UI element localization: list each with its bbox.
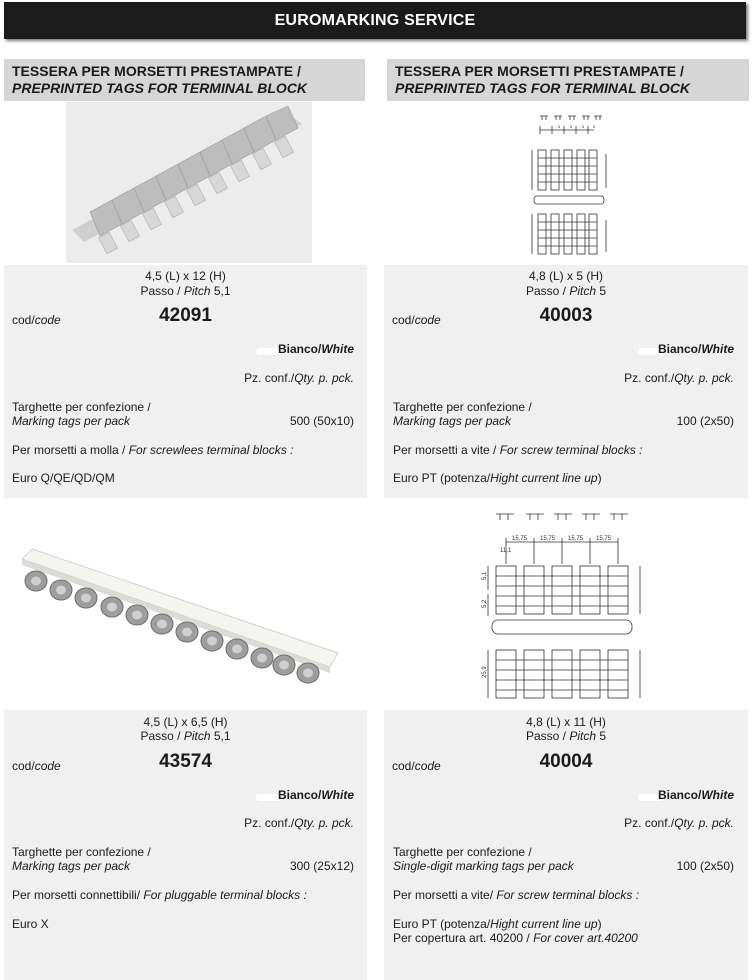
title-italian: TESSERA PER MORSETTI PRESTAMPATE /: [395, 63, 684, 79]
product-code: 42091: [159, 305, 212, 326]
dim-label: 15,75: [512, 536, 528, 542]
dim-label: 5,2: [482, 599, 488, 608]
usage-label: Per morsetti a vite/ For screw terminal blocks :: [393, 888, 640, 902]
series-label: Euro Q/QE/QD/QM: [12, 471, 115, 485]
tags-label-en: Single-digit marking tags per pack: [393, 859, 574, 873]
tag-strip-illustration: [66, 102, 312, 263]
color-label: Bianco/White: [277, 788, 354, 802]
color-label: Bianco/White: [277, 342, 354, 356]
usage-label: Per morsetti a molla / For screwlees terminal blocks :: [12, 443, 294, 457]
tags-value: 300 (25x12): [289, 859, 354, 873]
product-size: 4,5 (L) x 6,5 (H): [143, 715, 228, 729]
technical-drawing-40003: [518, 110, 628, 258]
dim-label: 25,9: [482, 666, 488, 678]
series-label: Euro PT (potenza/Hight current line up): [393, 917, 602, 931]
dim-label: 15,75: [540, 536, 556, 542]
product-pitch: Passo / Pitch 5: [525, 284, 607, 298]
cover-label: Per copertura art. 40200 / For cover art.40200: [393, 931, 638, 945]
qty-label: Pz. conf./Qty. p. pck.: [624, 371, 734, 385]
dim-label: 15,75: [596, 536, 612, 542]
dim-label: 5: [558, 124, 561, 129]
product-pitch: Passo / Pitch 5: [525, 729, 607, 743]
code-label: cod/code: [392, 759, 441, 773]
technical-drawing-40004: [470, 510, 650, 706]
tags-label-en: Marking tags per pack: [393, 414, 512, 428]
product-code: 40003: [539, 305, 593, 326]
tag-strip-illustration: [18, 545, 344, 687]
usage-label: Per morsetti connettibili/ For pluggable terminal blocks :: [12, 888, 307, 902]
dim-label: 5: [593, 124, 596, 129]
dim-label: 15,75: [568, 536, 584, 542]
code-label: cod/code: [12, 759, 61, 773]
qty-label: Pz. conf./Qty. p. pck.: [244, 371, 354, 385]
dim-label: 5,1: [482, 571, 488, 580]
title-english: PREPRINTED TAGS FOR TERMINAL BLOCK: [12, 80, 308, 96]
code-label: cod/code: [392, 313, 441, 327]
color-label: Bianco/White: [657, 788, 734, 802]
product-panel-42091: [4, 265, 367, 498]
product-size: 4,8 (L) x 5 (H): [528, 269, 603, 283]
product-image-42091: [66, 102, 312, 263]
product-code: 40004: [539, 751, 593, 772]
tags-label-en: Marking tags per pack: [12, 859, 131, 873]
product-panel-40003: [384, 265, 748, 498]
product-pitch: Passo / Pitch 5,1: [140, 284, 231, 298]
product-size: 4,8 (L) x 11 (H): [526, 715, 606, 729]
page-banner: EUROMARKING SERVICE: [4, 2, 746, 39]
tags-label-it: Targhette per confezione /: [12, 845, 151, 859]
tags-value: 100 (2x50): [676, 859, 734, 873]
product-size: 4,5 (L) x 12 (H): [145, 269, 226, 283]
code-label: cod/code: [12, 313, 61, 327]
dim-label: 11,1: [500, 548, 512, 554]
dim-label: 5: [570, 124, 573, 129]
qty-label: Pz. conf./Qty. p. pck.: [624, 816, 734, 830]
product-image-43574: [18, 545, 344, 687]
tags-label-it: Targhette per confezione /: [12, 400, 151, 414]
usage-label: Per morsetti a vite / For screw terminal blocks :: [393, 443, 643, 457]
color-label: Bianco/White: [657, 342, 734, 356]
column-title-left: [4, 59, 365, 101]
tags-label-it: Targhette per confezione /: [393, 845, 532, 859]
product-code: 43574: [159, 751, 212, 772]
tags-label-it: Targhette per confezione /: [393, 400, 532, 414]
column-title-right: [387, 59, 749, 101]
product-panel-43574: [4, 710, 367, 980]
tags-value: 100 (2x50): [676, 414, 734, 428]
series-label: Euro X: [12, 917, 49, 931]
title-italian: TESSERA PER MORSETTI PRESTAMPATE /: [12, 63, 301, 79]
tags-label-en: Marking tags per pack: [12, 414, 131, 428]
product-panel-40004: [384, 710, 748, 980]
title-english: PREPRINTED TAGS FOR TERMINAL BLOCK: [395, 80, 691, 96]
qty-label: Pz. conf./Qty. p. pck.: [244, 816, 354, 830]
tags-value: 500 (50x10): [289, 414, 354, 428]
series-label: Euro PT (potenza/Hight current line up): [393, 471, 602, 485]
dim-label: 5: [582, 124, 585, 129]
product-pitch: Passo / Pitch 5,1: [140, 729, 231, 743]
